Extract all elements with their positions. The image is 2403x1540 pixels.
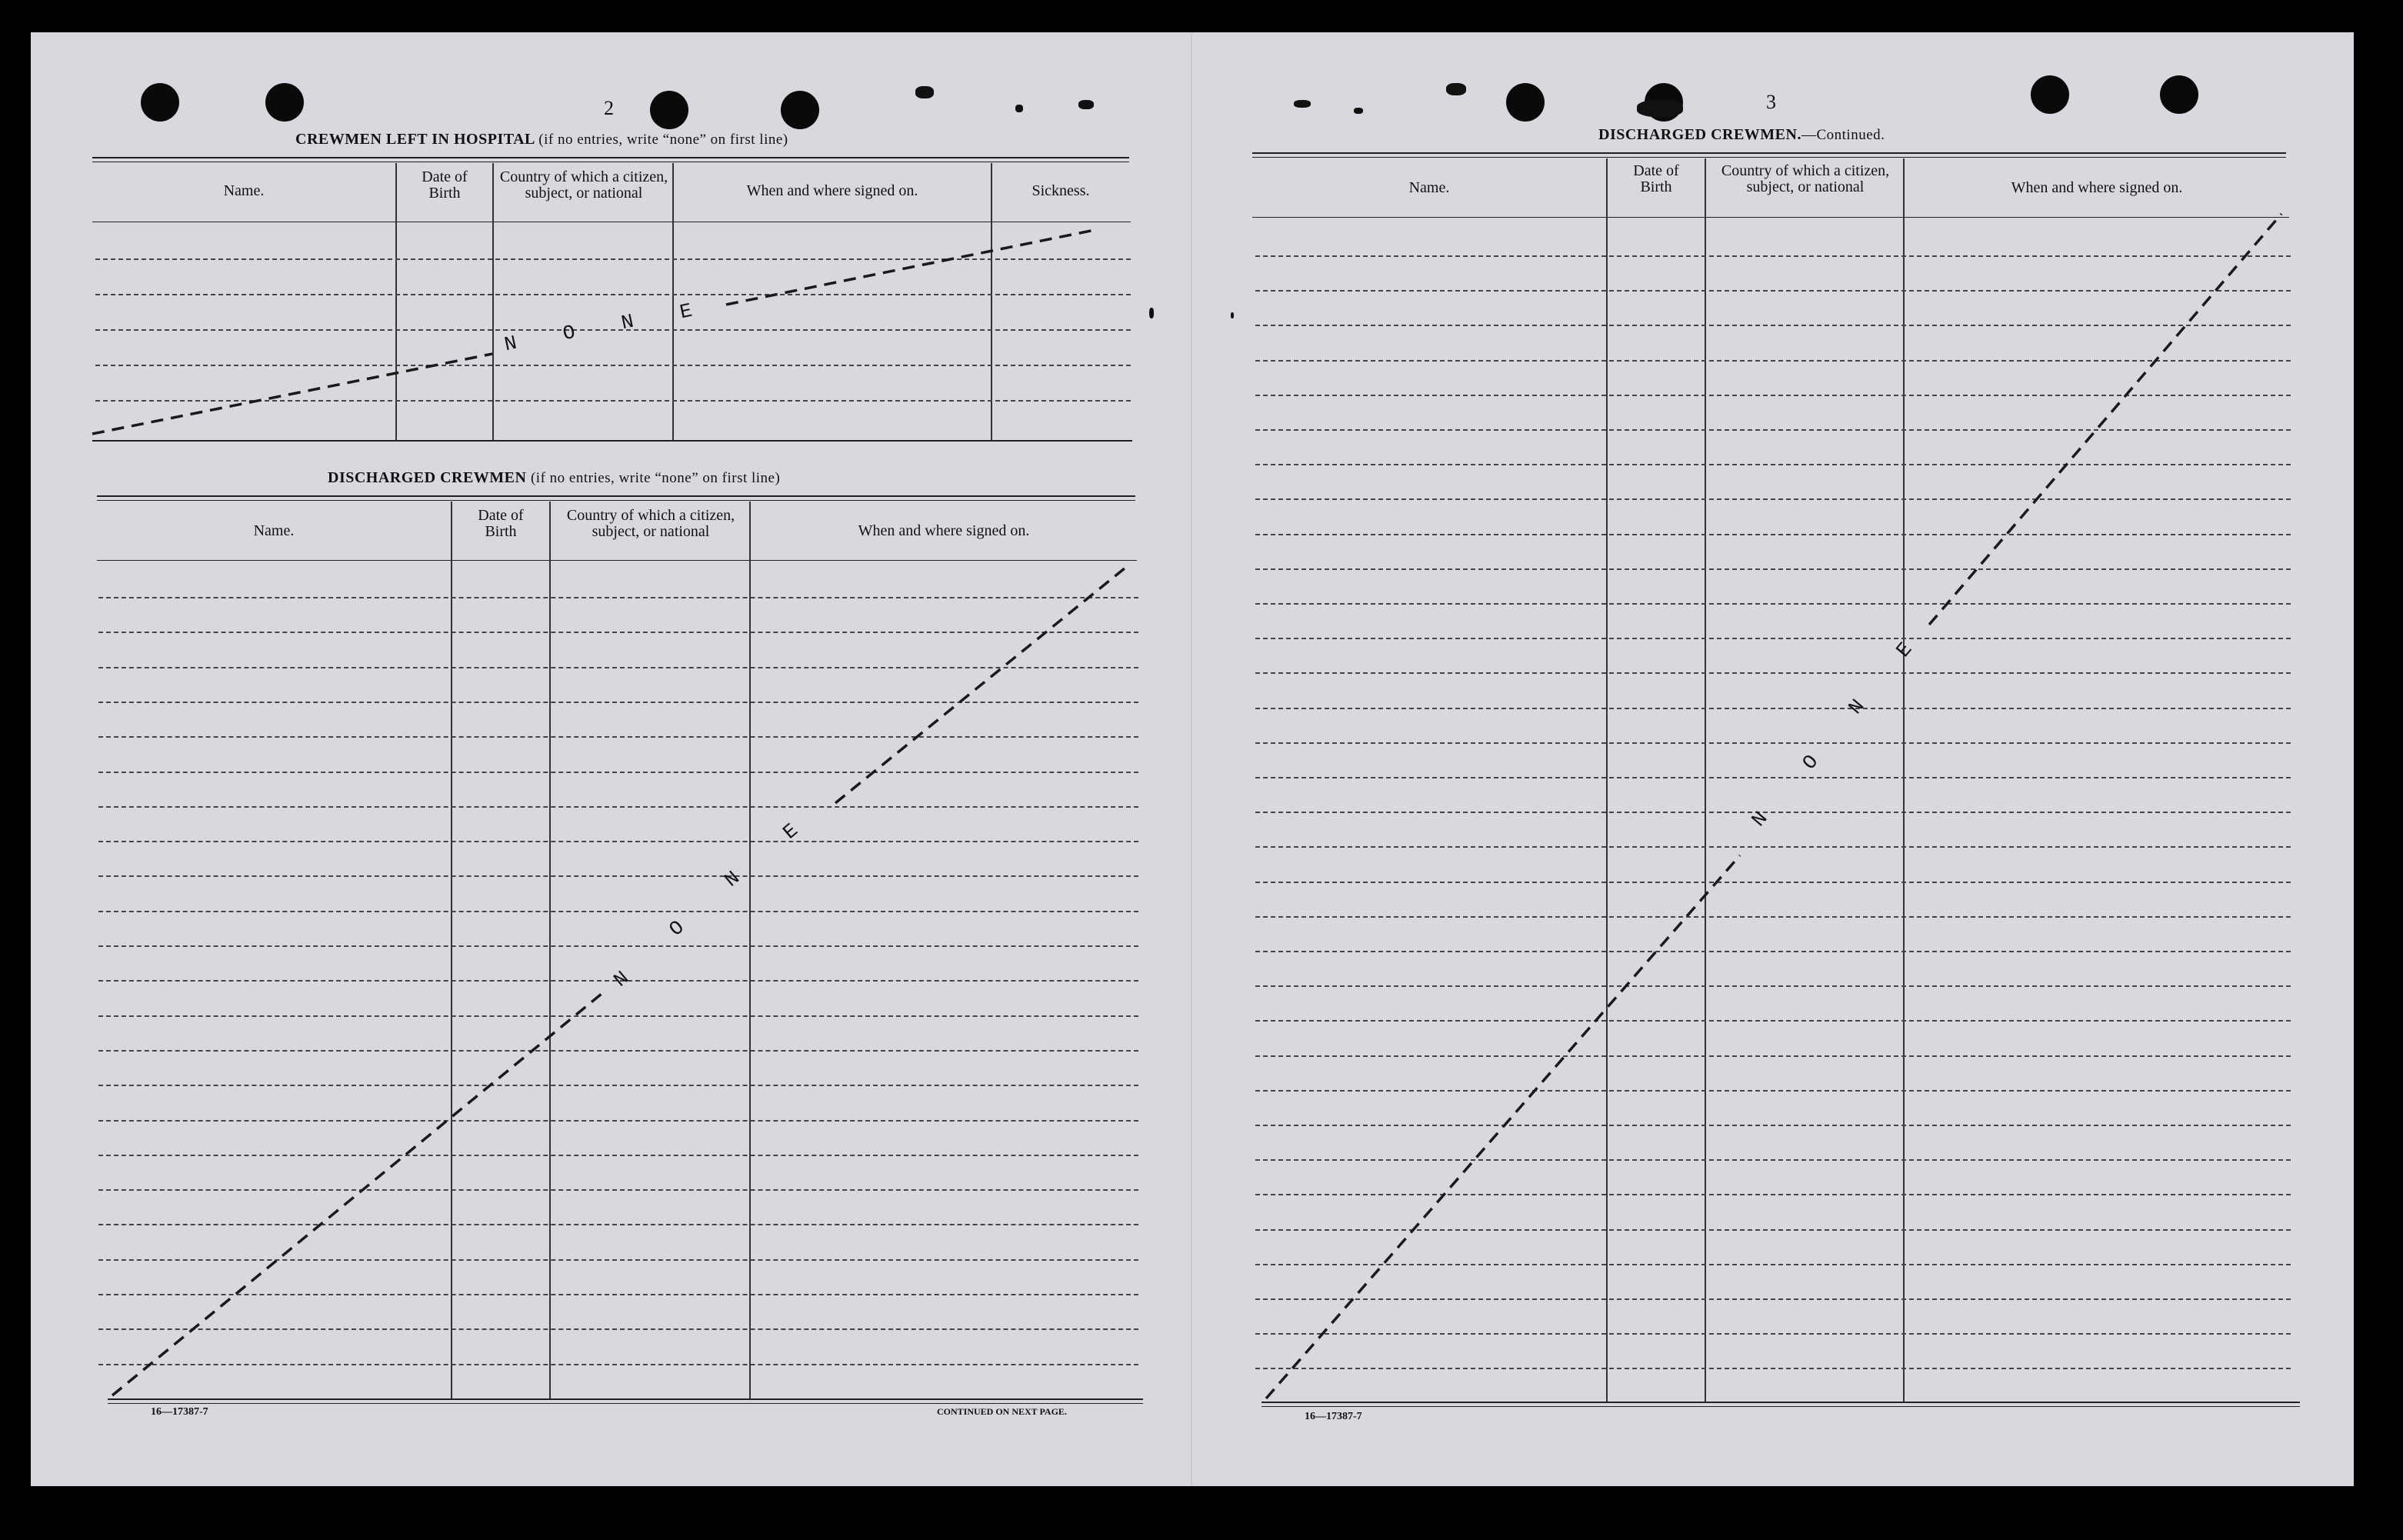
right-none-letter: E bbox=[1891, 638, 1918, 662]
page-number: 2 bbox=[604, 97, 614, 119]
discharged-none-letter: N bbox=[609, 966, 634, 992]
hospital-none-letter: N bbox=[502, 331, 519, 357]
discharged-strike-line bbox=[112, 994, 602, 1395]
right-strike-line bbox=[1266, 855, 1740, 1398]
hospital-strike-line bbox=[726, 229, 1098, 305]
right-col-dob: Date of Birth bbox=[1633, 162, 1679, 195]
discharged-none-letter: N bbox=[720, 866, 745, 892]
discharged-col-dob: Date of Birth bbox=[478, 507, 524, 540]
hospital-title-note: (if no entries, write “none” on first line) bbox=[538, 132, 788, 148]
hospital-col-name: Name. bbox=[223, 182, 265, 199]
discharged-none-letter: E bbox=[778, 818, 803, 845]
hospital-none-letter: E bbox=[678, 298, 695, 325]
continued-note: CONTINUED ON NEXT PAGE. bbox=[937, 1406, 1067, 1417]
right-none-letter: N bbox=[1844, 695, 1870, 719]
hospital-col-country: Country of which a citizen, subject, or national bbox=[499, 168, 668, 202]
right-col-signed: When and where signed on. bbox=[2011, 179, 2183, 196]
hospital-strike-line bbox=[92, 354, 492, 434]
form-number: 16—17387-7 bbox=[151, 1406, 208, 1418]
discharged-col-signed: When and where signed on. bbox=[858, 522, 1030, 539]
hospital-none-letter: O bbox=[561, 320, 578, 346]
right-none-letter: N bbox=[1747, 807, 1773, 832]
right-col-country: Country of which a citizen, subject, or national bbox=[1721, 162, 1890, 195]
right-none-letter: O bbox=[1798, 750, 1824, 775]
hospital-col-sickness: Sickness. bbox=[1032, 182, 1090, 199]
discharged-continued-note: —Continued. bbox=[1801, 127, 1885, 143]
hospital-col-signed: When and where signed on. bbox=[746, 182, 918, 199]
right-col-name: Name. bbox=[1408, 179, 1450, 196]
discharged-continued-title-text: DISCHARGED CREWMEN. bbox=[1598, 126, 1801, 143]
discharged-col-name: Name. bbox=[253, 522, 295, 539]
discharged-title-note: (if no entries, write “none” on first line) bbox=[530, 470, 781, 486]
discharged-strike-line bbox=[835, 565, 1129, 803]
page-number: 3 bbox=[1766, 91, 1776, 113]
form-number: 16—17387-7 bbox=[1305, 1411, 1362, 1422]
discharged-none-letter: O bbox=[665, 915, 689, 942]
discharged-col-country: Country of which a citizen, subject, or national bbox=[566, 507, 735, 540]
right-strike-line bbox=[1929, 214, 2281, 625]
hospital-col-dob: Date of Birth bbox=[422, 168, 468, 202]
discharged-title-text: DISCHARGED CREWMEN bbox=[328, 469, 527, 486]
hospital-title-text: CREWMEN LEFT IN HOSPITAL bbox=[295, 131, 535, 148]
hospital-none-letter: N bbox=[619, 309, 636, 335]
